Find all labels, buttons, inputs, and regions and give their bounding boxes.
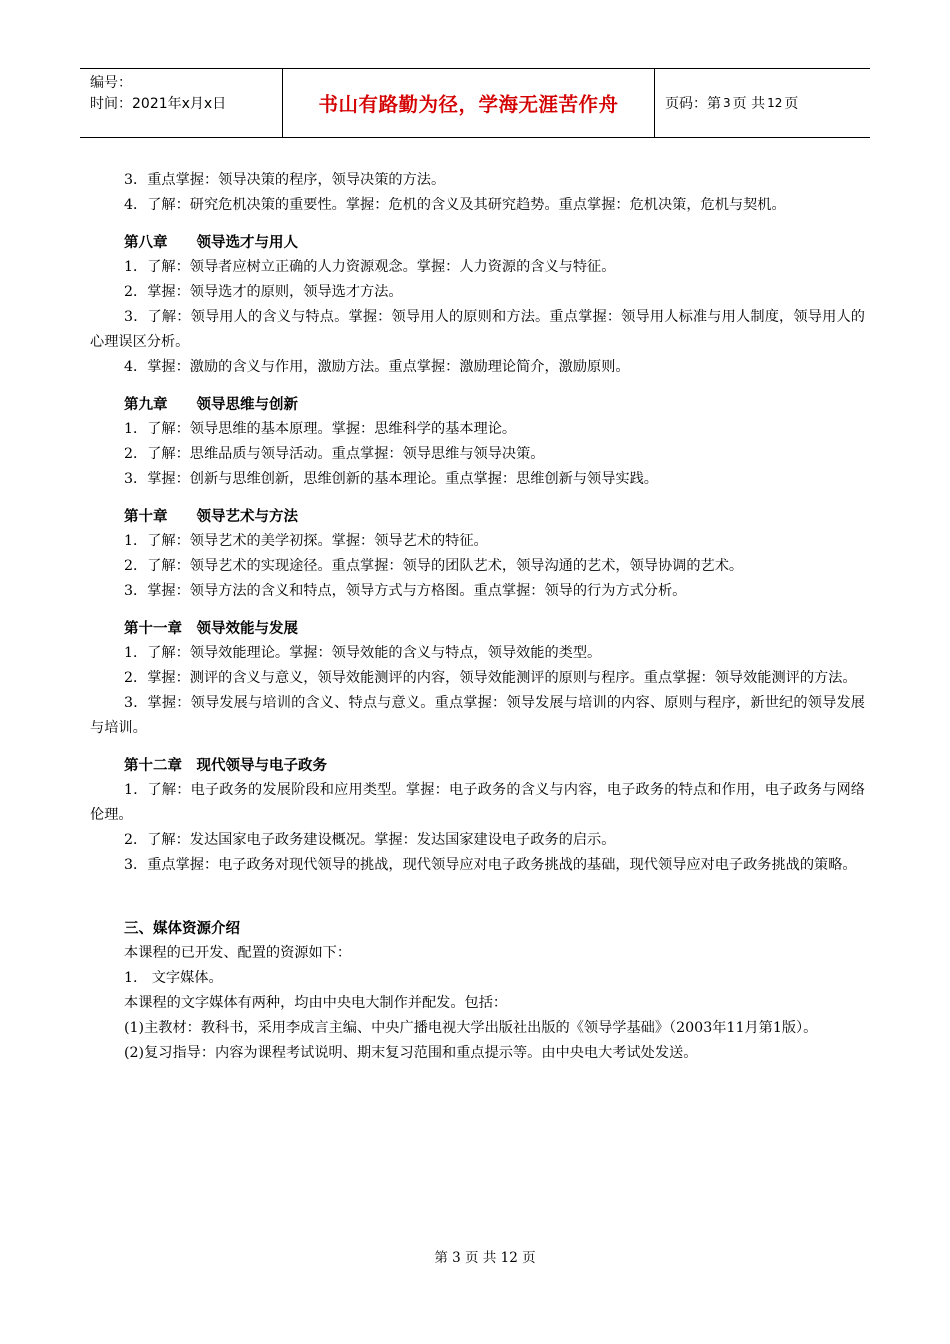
page-suffix: 页 <box>784 96 799 112</box>
document-header <box>80 68 870 138</box>
page-footer: 第 3 页 共 12 页 <box>434 1250 536 1266</box>
page-prefix: 页码：第 <box>665 96 721 112</box>
list-item: 2．掌握：领导选才的原则，领导选才方法。 <box>124 284 403 300</box>
paragraph: 4．了解：研究危机决策的重要性。掌握：危机的含义及其研究趋势。重点掌握：危机决策，危机与契机。 <box>124 197 786 213</box>
paragraph: 本课程的已开发、配置的资源如下： <box>124 945 352 961</box>
header-meta <box>80 69 283 137</box>
document-date: 时间：2021年x月x日 <box>90 96 227 112</box>
list-item: 2．了解：领导艺术的实现途径。重点掌握：领导的团队艺术，领导沟通的艺术，领导协调的艺术。 <box>124 558 744 574</box>
paragraph: (1)主教材：教科书，采用李成言主编、中央广播电视大学出版社出版的《领导学基础》（2003年11月第1版）。 <box>124 1020 818 1036</box>
document-body <box>90 168 865 1066</box>
list-item: 2．掌握：测评的含义与意义，领导效能测评的内容，领导效能测评的原则与程序。重点掌握：领导效能测评的方法。 <box>124 670 857 686</box>
chapter-9-heading: 第九章 领导思维与创新 <box>124 396 298 413</box>
page-middle: 页 共 <box>732 96 766 112</box>
list-item: 3．掌握：领导发展与培训的含义、特点与意义。重点掌握：领导发展与培训的内容、原则与程序，新世纪的领导发展与培训。 <box>90 695 865 736</box>
chapter-12-heading: 第十二章 现代领导与电子政务 <box>124 757 327 774</box>
page-total: 12 <box>767 96 783 110</box>
paragraph: 1. 文字媒体。 <box>124 970 223 986</box>
chapter-11-heading: 第十一章 领导效能与发展 <box>124 620 298 637</box>
list-item: 1．了解：领导效能理论。掌握：领导效能的含义与特点，领导效能的类型。 <box>124 645 602 661</box>
chapter-10-heading: 第十章 领导艺术与方法 <box>124 508 298 525</box>
list-item: 1．了解：领导思维的基本原理。掌握：思维科学的基本理论。 <box>124 421 517 437</box>
list-item: 3．掌握：创新与思维创新，思维创新的基本理论。重点掌握：思维创新与领导实践。 <box>124 471 658 487</box>
chapter-8-heading: 第八章 领导选才与用人 <box>124 234 298 251</box>
paragraph: 3．重点掌握：领导决策的程序，领导决策的方法。 <box>124 172 446 188</box>
list-item: 2．了解：发达国家电子政务建设概况。掌握：发达国家建设电子政务的启示。 <box>124 832 616 848</box>
list-item: 3．重点掌握：电子政务对现代领导的挑战，现代领导应对电子政务挑战的基础，现代领导应对电子政务挑战的策略。 <box>124 857 857 873</box>
list-item: 1．了解：电子政务的发展阶段和应用类型。掌握：电子政务的含义与内容，电子政务的特点和作用，电子政务与网络伦理。 <box>90 782 865 823</box>
list-item: 2．了解：思维品质与领导活动。重点掌握：领导思维与领导决策。 <box>124 446 545 462</box>
header-page-info <box>655 69 870 137</box>
list-item: 4．掌握：激励的含义与作用，激励方法。重点掌握：激励理论简介，激励原则。 <box>124 359 630 375</box>
list-item: 1．了解：领导者应树立正确的人力资源观念。掌握：人力资源的含义与特征。 <box>124 259 616 275</box>
list-item: 3．了解：领导用人的含义与特点。掌握：领导用人的原则和方法。重点掌握：领导用人标准与用人制度，领导用人的心理误区分析。 <box>90 309 865 350</box>
page-number: 3 <box>723 96 731 110</box>
section-3-heading: 三、媒体资源介绍 <box>124 920 240 937</box>
list-item: 1．了解：领导艺术的美学初探。掌握：领导艺术的特征。 <box>124 533 488 549</box>
header-motto: 书山有路勤为径，学海无涯苦作舟 <box>283 69 655 137</box>
document-number-label: 编号： <box>90 75 132 91</box>
list-item: 3．掌握：领导方法的含义和特点，领导方式与方格图。重点掌握：领导的行为方式分析。 <box>124 583 687 599</box>
paragraph: 本课程的文字媒体有两种，均由中央电大制作并配发。包括： <box>124 995 508 1011</box>
paragraph: (2)复习指导：内容为课程考试说明、期末复习范围和重点提示等。由中央电大考试处发送。 <box>124 1045 698 1061</box>
